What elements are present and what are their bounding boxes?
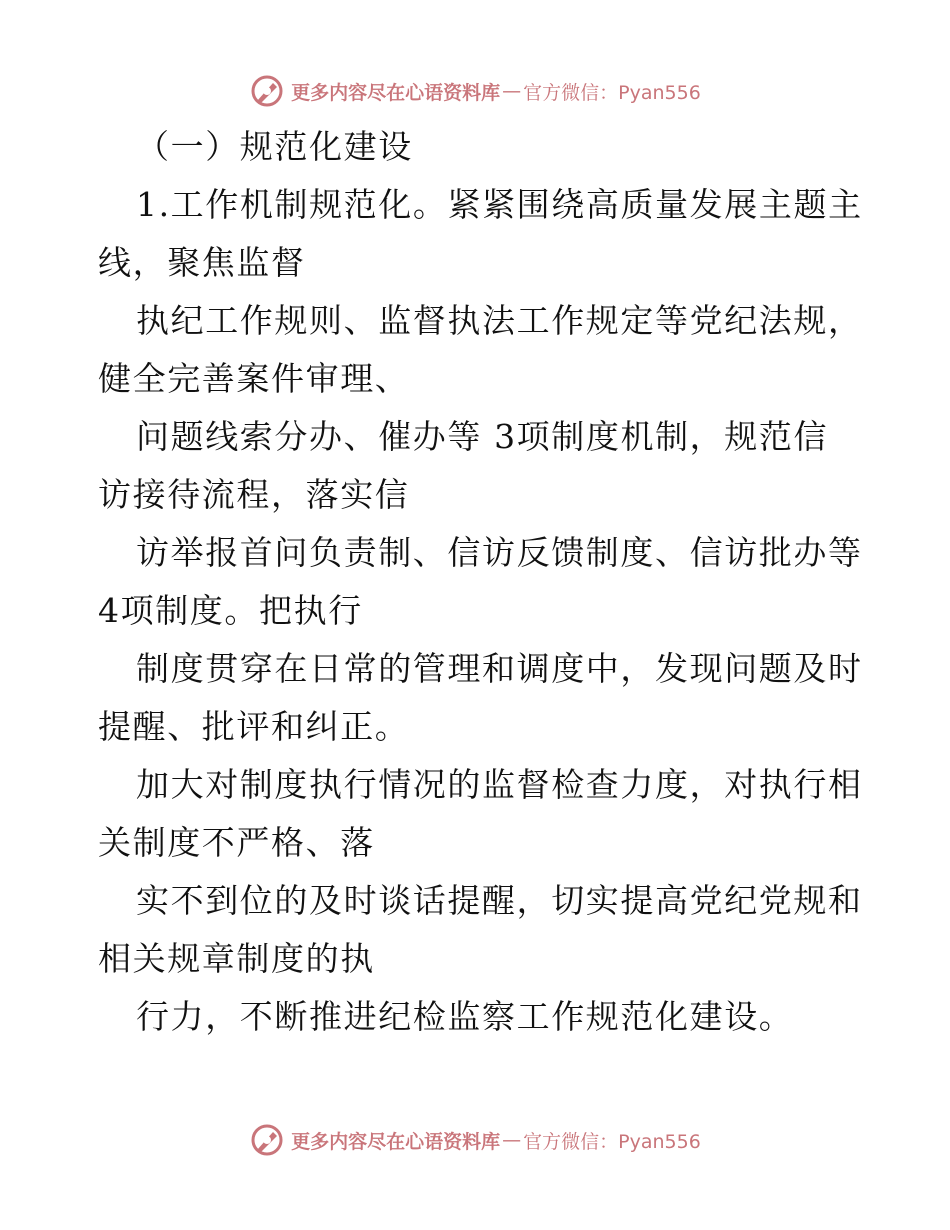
body-line: 实不到位的及时谈话提醒，切实提高党纪党规和 (136, 881, 863, 920)
section-heading: （一）规范化建设 (136, 127, 413, 166)
watermark-sub-text: 官方微信：Pyan556 (523, 1130, 701, 1153)
footer-watermark (0, 1118, 950, 1162)
body-line: 问题线索分办、催办等 3项制度机制，规范信 (136, 417, 829, 456)
document-body (98, 118, 863, 1046)
pen-logo-icon (249, 73, 285, 109)
header-watermark (0, 69, 950, 113)
body-line: 访接待流程，落实信 (98, 475, 410, 514)
watermark-sub-text: 官方微信：Pyan556 (523, 81, 701, 104)
watermark-dash: — (502, 1129, 522, 1151)
watermark-main-text: 更多内容尽在心语资料库 (291, 81, 501, 104)
body-line: 1.工作机制规范化。紧紧围绕高质量发展主题主 (136, 185, 863, 224)
body-line: 执纪工作规则、监督执法工作规定等党纪法规， (136, 301, 863, 340)
body-line: 线，聚焦监督 (98, 243, 306, 282)
body-line: 关制度不严格、落 (98, 823, 375, 862)
body-line: 4项制度。把执行 (98, 591, 363, 630)
watermark-dash: — (502, 80, 522, 102)
watermark-main-text: 更多内容尽在心语资料库 (291, 1130, 501, 1153)
body-line: 制度贯穿在日常的管理和调度中，发现问题及时 (136, 649, 863, 688)
body-line: 行力，不断推进纪检监察工作规范化建设。 (136, 997, 794, 1036)
body-line: 提醒、批评和纠正。 (98, 707, 410, 746)
body-line: 加大对制度执行情况的监督检查力度，对执行相 (136, 765, 863, 804)
body-line: 相关规章制度的执 (98, 939, 375, 978)
pen-logo-icon (249, 1122, 285, 1158)
body-line: 健全完善案件审理、 (98, 359, 410, 398)
body-line: 访举报首问负责制、信访反馈制度、信访批办等 (136, 533, 863, 572)
